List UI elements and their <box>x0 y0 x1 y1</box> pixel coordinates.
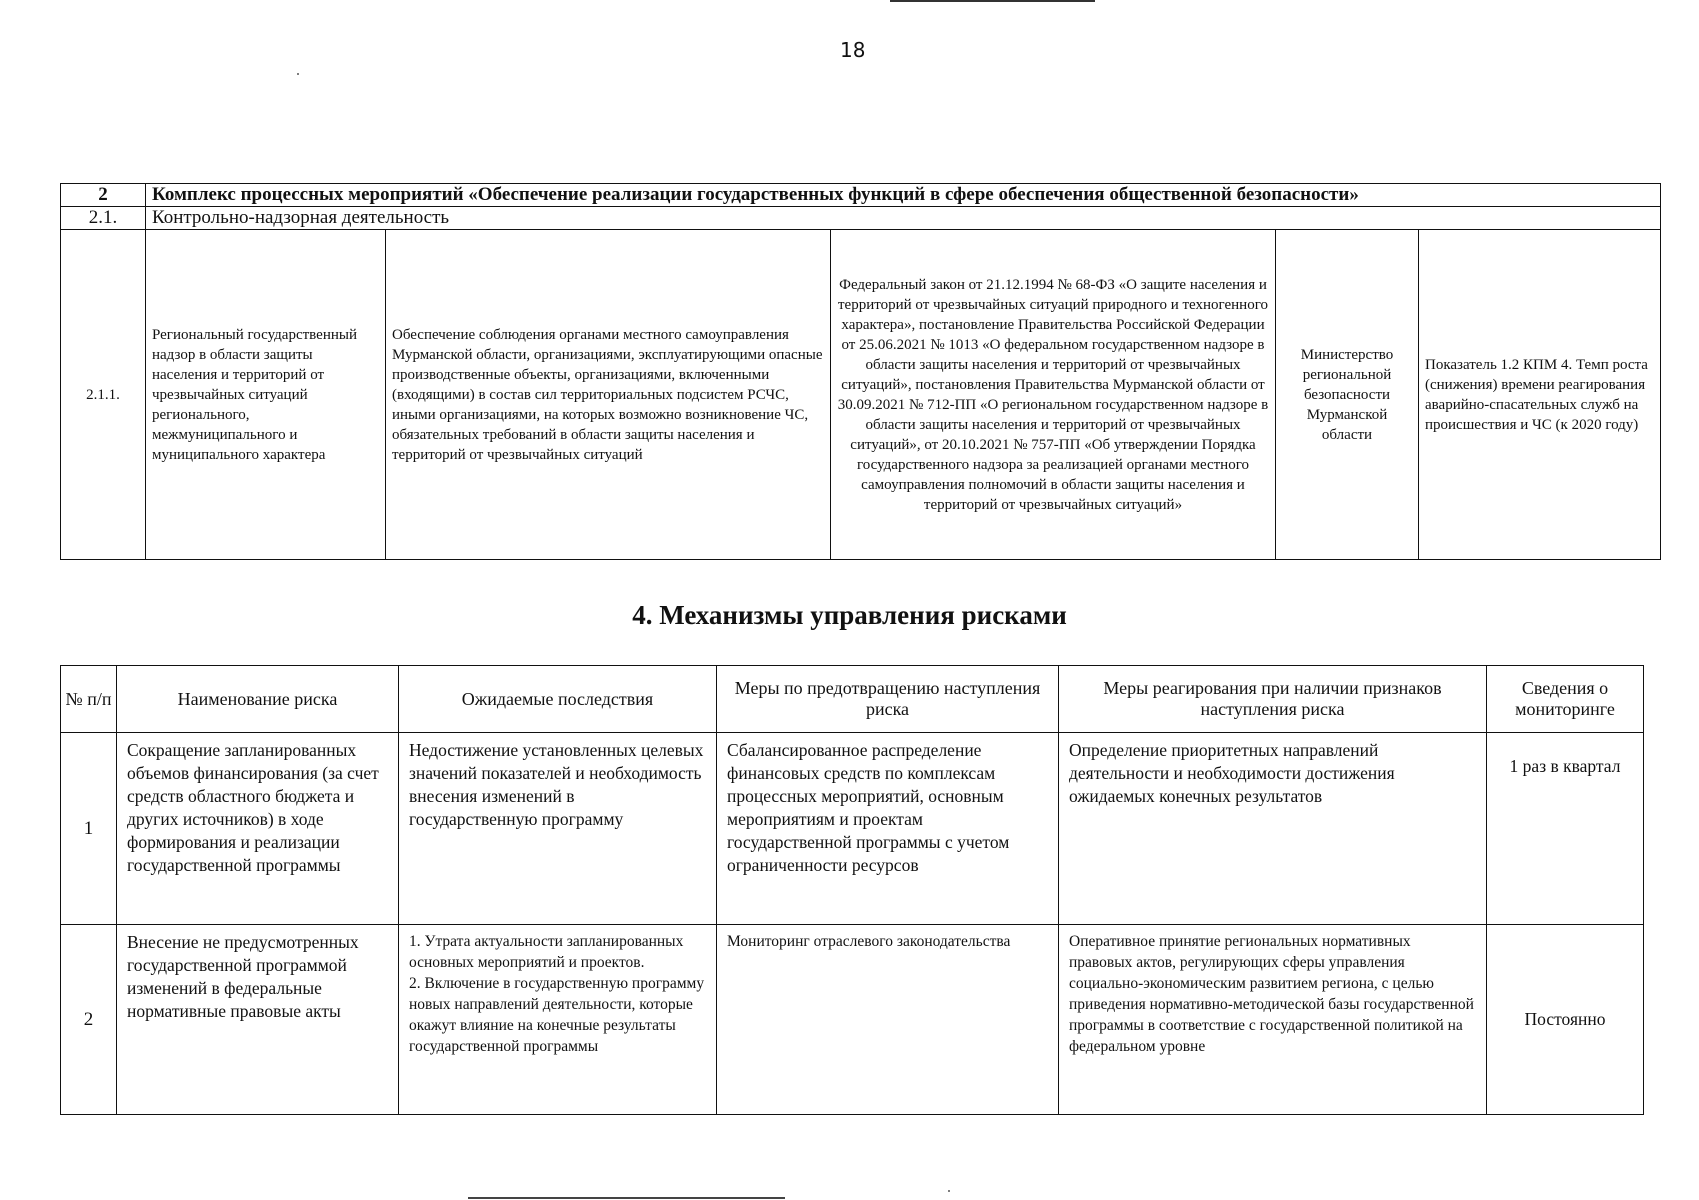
col-header-prevention: Меры по предотвращению наступления риска <box>717 666 1059 733</box>
activity-name: Региональный государственный надзор в области защиты населения и территорий от чрезвычайных ситуаций регионального, межмуниципального и муниципального характера <box>146 230 386 560</box>
risk-monitoring: 1 раз в квартал <box>1487 733 1644 925</box>
table-row <box>61 925 1644 1115</box>
consequence-item: 1. Утрата актуальности запланированных основных мероприятий и проектов. <box>409 933 684 971</box>
subsection-title: Контрольно-надзорная деятельность <box>146 207 1661 230</box>
consequence-item: 2. Включение в государственную программу новых направлений деятельности, которые окажут влияние на конечные результаты государственной программы <box>409 975 705 1055</box>
risk-consequences: Недостижение установленных целевых значений показателей и необходимость внесения изменений в государственную программу <box>399 733 717 925</box>
scan-speck <box>297 73 299 75</box>
section-heading: 4. Механизмы управления рисками <box>632 600 1067 630</box>
risk-prevention: Сбалансированное распределение финансовых средств по комплексам процессных мероприятий, основным мероприятиям и проектам государственной программы с учетом ограниченности ресурсов <box>717 733 1059 925</box>
indicator: Показатель 1.2 КПМ 4. Темп роста (снижения) времени реагирования аварийно-спасательных служб на происшествия и ЧС (к 2020 году) <box>1419 230 1661 560</box>
risk-prevention: Мониторинг отраслевого законодательства <box>717 925 1059 1115</box>
page-number: 18 <box>840 38 866 62</box>
risk-response: Определение приоритетных направлений деятельности и необходимости достижения ожидаемых конечных результатов <box>1059 733 1487 925</box>
responsible-body: Министерство региональной безопасности Мурманской области <box>1276 230 1419 560</box>
risk-monitoring: Постоянно <box>1487 925 1644 1115</box>
risk-number: 1 <box>61 733 117 925</box>
activities-table <box>60 183 1661 560</box>
scan-bottom-line <box>468 1197 785 1199</box>
risk-response: Оперативное принятие региональных нормативных правовых актов, регулирующих сферы управления социально-экономическим развитием региона, с целью приведения нормативно-методической базы государственной программы в соответствие с государственной политикой на федеральном уровне <box>1059 925 1487 1115</box>
col-header-monitoring: Сведения о мониторинге <box>1487 666 1644 733</box>
col-header-num: № п/п <box>61 666 117 733</box>
col-header-risk: Наименование риска <box>117 666 399 733</box>
risk-consequences <box>399 925 717 1115</box>
subsection-row <box>61 207 1661 230</box>
legal-basis: Федеральный закон от 21.12.1994 № 68-ФЗ «О защите населения и территорий от чрезвычайных ситуаций природного и техногенного характера», постановление Правительства Российской Федерации от 25.06.2021 № 1013 «О федеральном государственном надзоре в области защиты населения и территорий от чрезвычайных ситуаций», постановления Правительства Мурманской области от 30.09.2021 № 712-ПП «О региональном государственном надзоре в области защиты населения и территорий от чрезвычайных ситуаций», от 20.10.2021 № 757-ПП «Об утверждении Порядка государственного надзора за реализацией органами местного самоуправления полномочий в области защиты населения и территорий от чрезвычайных ситуаций» <box>831 230 1276 560</box>
subsection-number: 2.1. <box>61 207 146 230</box>
risk-number: 2 <box>61 925 117 1115</box>
col-header-response: Меры реагирования при наличии признаков наступления риска <box>1059 666 1487 733</box>
section-row <box>61 184 1661 207</box>
table-row <box>61 733 1644 925</box>
section-title: Комплекс процессных мероприятий «Обеспечение реализации государственных функций в сфере обеспечения общественной безопасности» <box>146 184 1661 207</box>
scan-top-line <box>890 0 1095 2</box>
risk-table <box>60 665 1644 1115</box>
row-number: 2.1.1. <box>61 230 146 560</box>
scan-speck <box>948 1190 950 1192</box>
table-row <box>61 230 1661 560</box>
risk-name: Внесение не предусмотренных государственной программой изменений в федеральные нормативные правовые акты <box>117 925 399 1115</box>
col-header-consequences: Ожидаемые последствия <box>399 666 717 733</box>
risk-name: Сокращение запланированных объемов финансирования (за счет средств областного бюджета и других источников) в ходе формирования и реализации государственной программы <box>117 733 399 925</box>
header-row <box>61 666 1644 733</box>
section-number: 2 <box>61 184 146 207</box>
activity-description: Обеспечение соблюдения органами местного самоуправления Мурманской области, организациями, эксплуатирующими опасные производственные объекты, организациями, включенными (входящими) в состав сил территориальных подсистем РСЧС, иными организациями, на которых возможно возникновение ЧС, обязательных требований в области защиты населения и территорий от чрезвычайных ситуаций <box>386 230 831 560</box>
